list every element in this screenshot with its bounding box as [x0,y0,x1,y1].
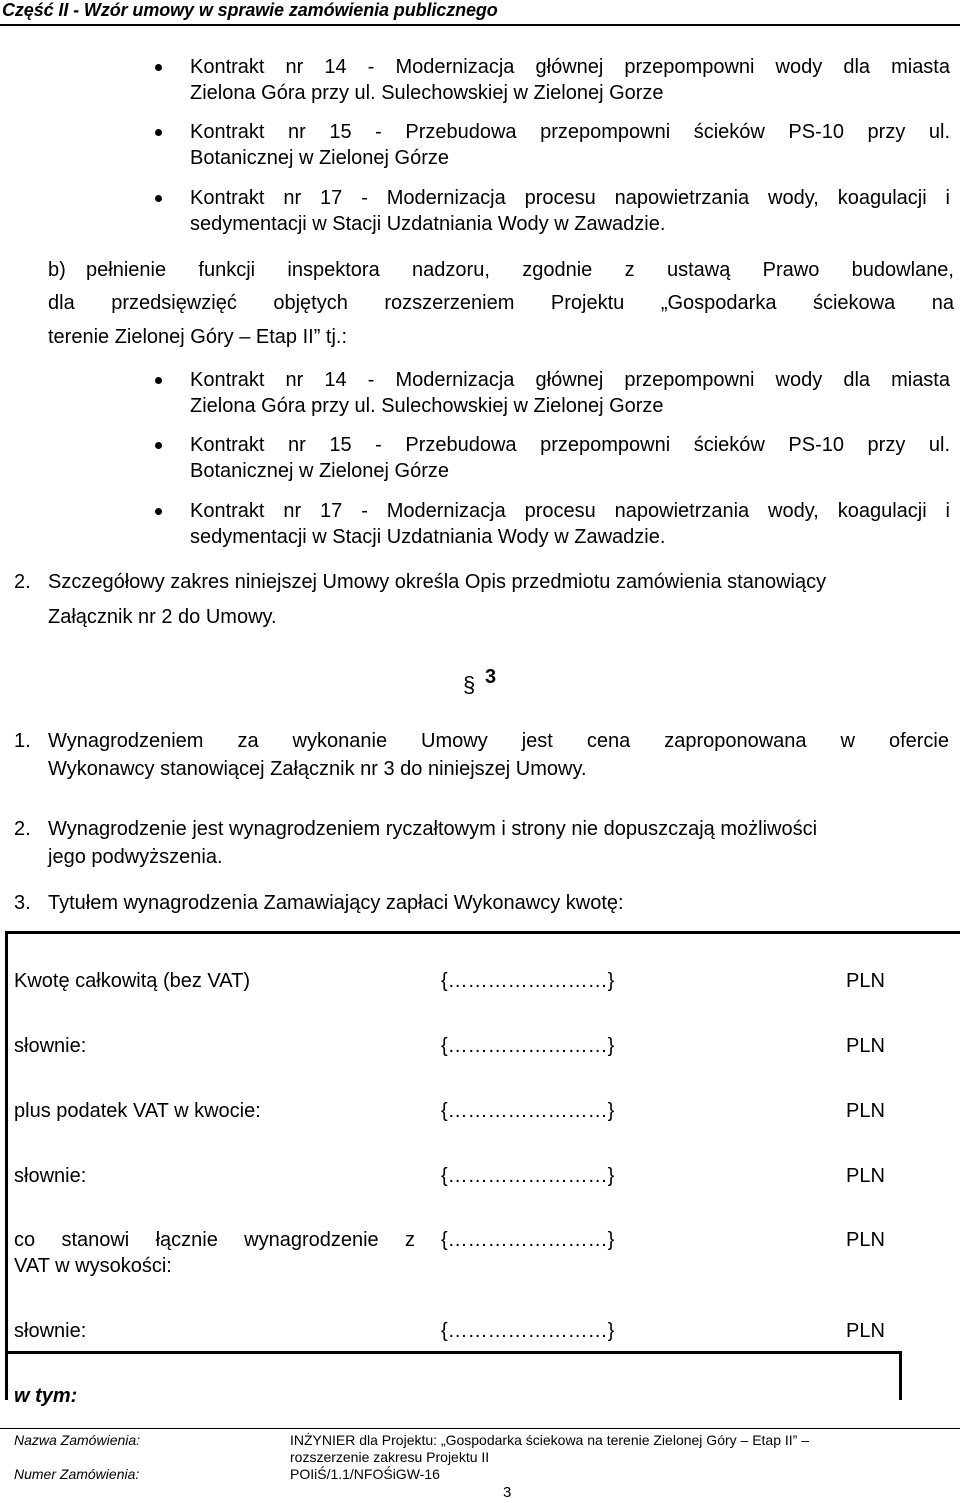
list-item-line: Botanicznej w Zielonej Górze [190,147,450,169]
list-item-line: Kontrakt nr 17 - Modernizacja procesu napowietrzania wody, koagulacji i [190,187,950,209]
footer-name-label: Nazwa Zamówienia: [14,1432,141,1448]
point-number: 2. [14,571,31,593]
point-line: Szczegółowy zakres niniejszej Umowy określa Opis przedmiotu zamówienia stanowiący [48,571,827,593]
point-line: Wynagrodzenie jest wynagrodzeniem ryczałtowym i strony nie dopuszczają możliwości [48,818,818,840]
footer-number-value: POIiŚ/1.1/NFOŚiGW-16 [290,1466,440,1482]
item-marker: b) [48,259,66,281]
row-currency: PLN [846,1035,885,1057]
bullet-icon [155,442,162,449]
bullet-icon [155,195,162,202]
list-item-line: Zielona Góra przy ul. Sulechowskiej w Zielonej Gorze [190,395,664,417]
row-currency: PLN [846,970,885,992]
list-item-line: Botanicznej w Zielonej Górze [190,460,450,482]
row-value: {……………………} [441,970,615,992]
row-label: Kwotę całkowitą (bez VAT) [14,970,251,992]
table-border-top [5,931,960,934]
footer-rule [0,1428,960,1429]
list-item-line: sedymentacji w Stacji Uzdatniania Wody w Zawadzie. [190,213,666,235]
table-border-bottom [5,1351,902,1354]
row-currency: PLN [846,1229,885,1251]
row-currency: PLN [846,1165,885,1187]
header-rule [0,24,960,26]
footer-number-label: Numer Zamówienia: [14,1466,140,1482]
bullet-icon [155,508,162,515]
bullet-icon [155,377,162,384]
table-border-left [5,931,8,1400]
point-line: Załącznik nr 2 do Umowy. [48,606,277,628]
item-b-line: terenie Zielonej Góry – Etap II” tj.: [48,326,348,348]
row-label: słownie: [14,1035,87,1057]
point-line: jego podwyższenia. [48,846,223,868]
row-currency: PLN [846,1320,885,1342]
point-line: Wykonawcy stanowiącej Załącznik nr 3 do niniejszej Umowy. [48,758,587,780]
section-sign: § [463,672,476,697]
row-value: {……………………} [441,1229,615,1251]
list-item-line: sedymentacji w Stacji Uzdatniania Wody w Zawadzie. [190,526,666,548]
list-item-line: Kontrakt nr 15 - Przebudowa przepompowni ścieków PS-10 przy ul. [190,434,950,456]
list-item-line: Kontrakt nr 14 - Modernizacja głównej przepompowni wody dla miasta [190,369,950,391]
header-title: Część II - Wzór umowy w sprawie zamówienia publicznego [2,0,498,20]
row-label: słownie: [14,1320,87,1342]
section-number: 3 [485,666,497,688]
row-value: {……………………} [441,1320,615,1342]
row-label: słownie: [14,1165,87,1187]
row-label: plus podatek VAT w kwocie: [14,1100,261,1122]
point-line: Wynagrodzeniem za wykonanie Umowy jest cena zaproponowana w ofercie [48,730,949,752]
point-number: 1. [14,730,31,752]
row-value: {……………………} [441,1165,615,1187]
point-number: 2. [14,818,31,840]
footer-name-line: rozszerzenie zakresu Projektu II [290,1449,490,1465]
point-number: 3. [14,892,31,914]
page-number: 3 [503,1484,512,1501]
page-header [0,0,960,26]
point-line: Tytułem wynagrodzenia Zamawiający zapłaci Wykonawcy kwotę: [48,892,624,914]
table-footer-label: w tym: [14,1385,78,1407]
row-label-continued: VAT w wysokości: [14,1255,172,1277]
row-label: co stanowi łącznie wynagrodzenie z [14,1229,415,1251]
table-border-inner [899,1351,902,1400]
list-item-line: Kontrakt nr 14 - Modernizacja głównej przepompowni wody dla miasta [190,56,950,78]
footer-name-line: INŻYNIER dla Projektu: „Gospodarka ściekowa na terenie Zielonej Góry – Etap II” – [290,1432,810,1448]
bullet-icon [155,64,162,71]
row-value: {……………………} [441,1035,615,1057]
row-value: {……………………} [441,1100,615,1122]
list-item-line: Zielona Góra przy ul. Sulechowskiej w Zielonej Gorze [190,82,664,104]
item-b-line: dla przedsięwzięć objętych rozszerzeniem Projektu „Gospodarka ściekowa na [48,292,954,314]
list-item-line: Kontrakt nr 17 - Modernizacja procesu napowietrzania wody, koagulacji i [190,500,950,522]
item-b-line: pełnienie funkcji inspektora nadzoru, zgodnie z ustawą Prawo budowlane, [86,259,954,281]
list-item-line: Kontrakt nr 15 - Przebudowa przepompowni ścieków PS-10 przy ul. [190,121,950,143]
row-currency: PLN [846,1100,885,1122]
bullet-icon [155,129,162,136]
